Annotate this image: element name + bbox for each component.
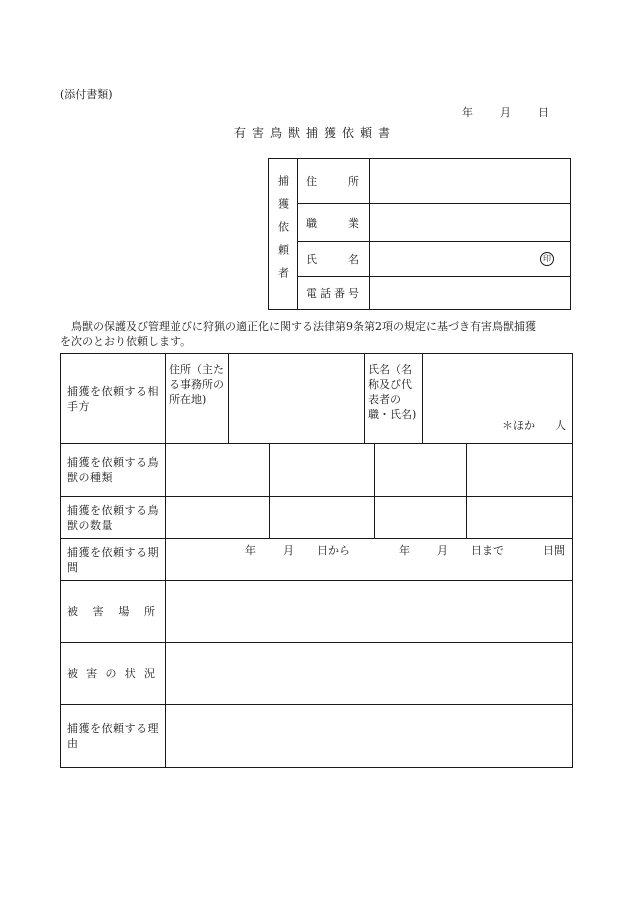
target-address-label: 住所（主たる事務所の所在地) [169, 363, 224, 406]
period-to-day: 日まで [471, 544, 504, 557]
others-suffix: 人 [555, 419, 567, 432]
others-prefix: ＊ほか [502, 419, 536, 432]
date-month: 月 [500, 106, 511, 119]
period-from-month: 月 [283, 544, 294, 557]
occupation-field[interactable] [370, 204, 571, 242]
reason-label: 捕獲を依頼する理由 [67, 722, 159, 750]
address-label-char1: 住 [306, 175, 317, 188]
species-field-2[interactable] [270, 444, 375, 497]
requester-table [268, 158, 571, 310]
reason-label-cell [61, 705, 166, 768]
quantity-field-4[interactable] [467, 497, 573, 539]
damage-location-char4: 所 [143, 605, 155, 618]
period-field[interactable] [166, 539, 573, 581]
period-label-cell [61, 539, 166, 581]
date-day: 日 [538, 106, 549, 119]
damage-location-char2: 害 [92, 605, 104, 618]
species-label-cell [61, 444, 166, 497]
seal-mark: 印 [540, 252, 554, 266]
requester-group-header [269, 159, 298, 310]
damage-status-field[interactable] [166, 643, 573, 705]
occupation-label-char2: 業 [348, 216, 359, 230]
phone-label: 電話番号 [306, 287, 362, 300]
damage-location-label-cell [61, 581, 166, 643]
date-line [462, 104, 549, 120]
phone-field[interactable] [370, 277, 571, 310]
phone-label-cell [298, 277, 370, 310]
quantity-field-1[interactable] [166, 497, 270, 539]
address-field[interactable] [370, 159, 571, 204]
species-field-4[interactable] [467, 444, 573, 497]
statement-line-1: 鳥獣の保護及び管理並びに狩猟の適正化に関する法律第9条第2項の規定に基づき有害鳥獣捕獲 [71, 320, 536, 333]
period-from-year: 年 [245, 544, 256, 557]
address-label-char2: 所 [348, 175, 359, 188]
damage-location-char1: 被 [67, 605, 78, 618]
occupation-label-cell [298, 204, 370, 242]
address-label-cell [298, 159, 370, 204]
document-title: 有害鳥獣捕獲依頼書 [233, 126, 396, 140]
target-name-field[interactable] [423, 354, 573, 444]
reason-field[interactable] [166, 705, 573, 768]
species-field-1[interactable] [166, 444, 270, 497]
species-field-3[interactable] [375, 444, 467, 497]
quantity-label-cell [61, 497, 166, 539]
statement-line-2: を次のとおり依頼します。 [60, 335, 192, 348]
quantity-field-2[interactable] [270, 497, 375, 539]
quantity-field-3[interactable] [375, 497, 467, 539]
damage-status-char1: 被 [67, 667, 78, 680]
period-label: 捕獲を依頼する期間 [67, 545, 159, 574]
damage-status-char3: の [105, 667, 117, 680]
damage-status-char4: 状 [124, 667, 136, 680]
period-from-day: 日から [317, 544, 350, 557]
damage-status-char2: 害 [86, 667, 98, 680]
name-field[interactable] [370, 242, 571, 277]
target-address-field[interactable] [229, 354, 365, 444]
period-days: 日間 [543, 544, 565, 557]
target-address-label-cell [166, 354, 229, 444]
damage-location-field[interactable] [166, 581, 573, 643]
period-to-month: 月 [437, 544, 448, 557]
target-name-label: 氏名（名称及び代表者の職・氏名) [368, 363, 417, 421]
target-label-cell [61, 354, 166, 444]
damage-location-char3: 場 [118, 605, 130, 618]
name-label-cell [298, 242, 370, 277]
request-table [60, 353, 573, 768]
damage-status-label-cell [61, 643, 166, 705]
species-label: 捕獲を依頼する鳥獣の種類 [67, 456, 159, 484]
name-label-char2: 名 [348, 253, 359, 266]
date-year: 年 [462, 106, 473, 119]
attachment-label: (添付書類) [60, 88, 113, 101]
target-label: 捕獲を依頼する相手方 [67, 384, 159, 413]
statement [60, 319, 574, 349]
occupation-label-char1: 職 [306, 216, 317, 230]
name-label-char1: 氏 [306, 253, 317, 266]
damage-status-char5: 況 [144, 667, 155, 680]
period-to-year: 年 [399, 544, 410, 557]
target-name-label-cell [365, 354, 423, 444]
quantity-label: 捕獲を依頼する鳥獣の数量 [67, 503, 159, 532]
requester-group-label: 捕獲依頼者 [276, 175, 290, 290]
